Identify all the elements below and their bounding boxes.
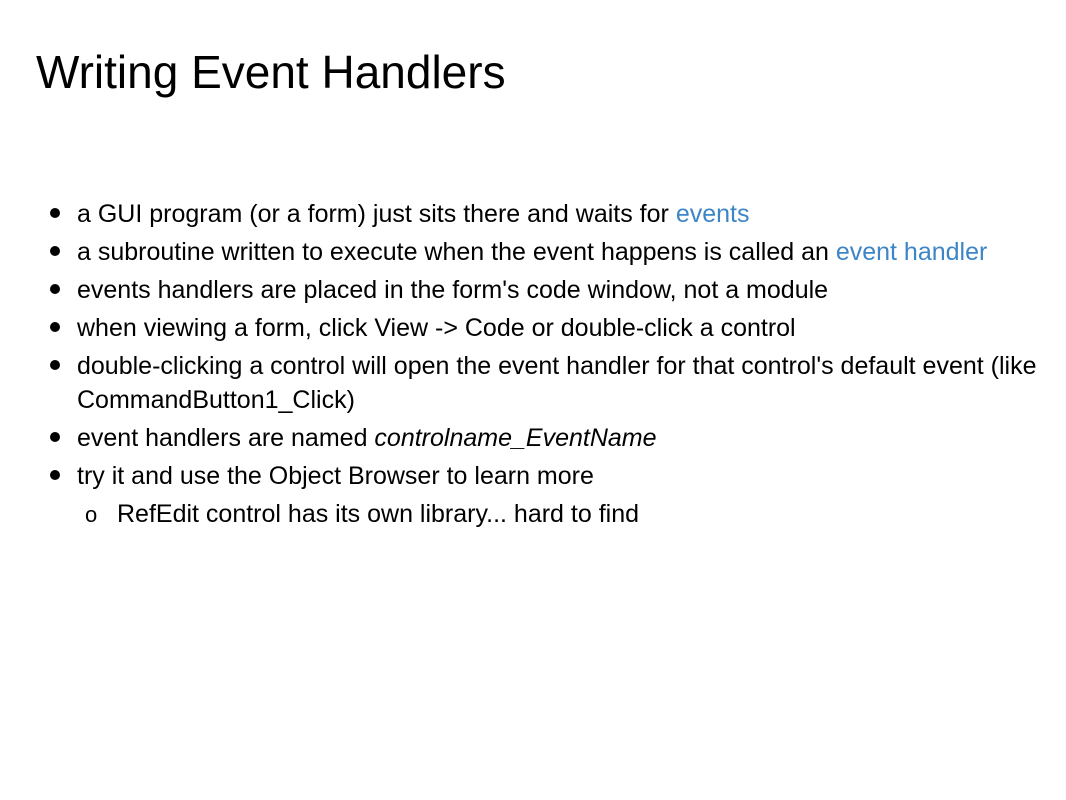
bullet-item-naming xyxy=(50,421,1040,455)
bullet-text: try it and use the Object Browser to learn more xyxy=(77,462,594,490)
highlight-term-event-handler: event handler xyxy=(835,238,988,266)
bullet-text: double-clicking a control will open the event handler for that control's default event (like CommandButton1_Click) xyxy=(77,352,1037,414)
sub-bullet-text: RefEdit control has its own library... hard to find xyxy=(117,500,639,528)
bullet-item-object-browser xyxy=(50,459,1040,493)
bullet-text: when viewing a form, click View -> Code or double-click a control xyxy=(77,314,796,342)
bullet-dot-icon xyxy=(50,432,60,442)
bullet-item-code-window xyxy=(50,273,1040,307)
highlight-term-events: events xyxy=(675,200,750,228)
bullet-item-double-click xyxy=(50,349,1040,417)
bullet-text: a GUI program (or a form) just sits there and waits for xyxy=(77,200,676,228)
bullet-item-event-handler xyxy=(50,235,1040,269)
bullet-item-events xyxy=(50,197,1040,231)
bullet-dot-icon xyxy=(50,208,60,218)
bullet-dot-icon xyxy=(50,284,60,294)
bullet-dot-icon xyxy=(50,246,60,256)
bullet-text: events handlers are placed in the form's code window, not a module xyxy=(77,276,829,304)
bullet-dot-icon xyxy=(50,470,60,480)
sub-bullet-circle-icon: o xyxy=(85,502,98,527)
bullet-text: a subroutine written to execute when the event happens is called an xyxy=(77,238,836,266)
bullet-text: event handlers are named xyxy=(77,424,375,452)
slide-title: Writing Event Handlers xyxy=(36,46,506,98)
sub-bullet-item-refedit xyxy=(50,497,1040,531)
italic-term-controlname: controlname_EventName xyxy=(374,424,657,452)
bullet-item-view-code xyxy=(50,311,1040,345)
bullet-dot-icon xyxy=(50,360,60,370)
bullet-dot-icon xyxy=(50,322,60,332)
bullet-list xyxy=(50,197,1040,531)
